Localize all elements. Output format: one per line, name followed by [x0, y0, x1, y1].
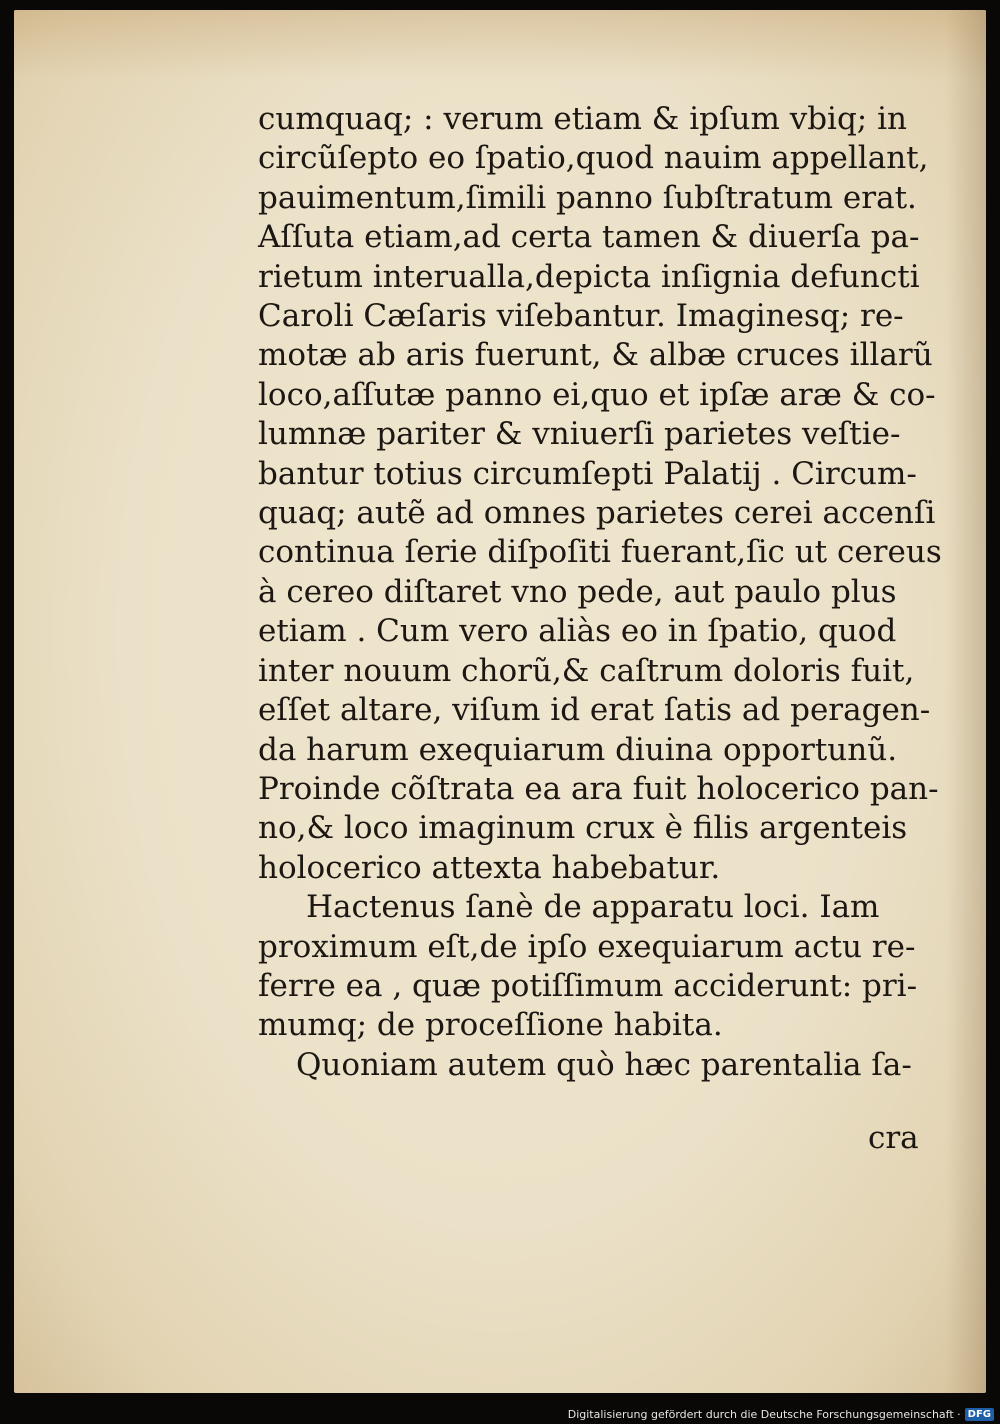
text-line: proximum eſt,de ipſo exequiarum actu re-: [258, 928, 916, 965]
text-line: pauimentum,ſimili panno ſubſtratum erat.: [258, 179, 917, 216]
text-line: rietum interualla,depicta inſignia defuncti: [258, 258, 920, 295]
text-line: Caroli Cæſaris viſebantur. Imaginesq; re-: [258, 298, 904, 335]
text-line: quaq; autẽ ad omnes parietes cerei accenſi: [258, 495, 936, 532]
text-line: lumnæ pariter & vniuerſi parietes veſtie-: [258, 416, 901, 453]
text-line: à cereo diſtaret vno pede, aut paulo plus: [258, 573, 897, 610]
text-line: no,& loco imaginum crux è filis argenteis: [258, 810, 908, 847]
text-line: bantur totius circumſepti Palatij . Circum-: [258, 455, 917, 492]
text-block: [258, 100, 942, 1085]
text-line: da harum exequiarum diuina opportunũ.: [258, 731, 898, 768]
text-line: circũſepto eo ſpatio,quod nauim appellant,: [258, 140, 929, 177]
paragraph-start-line: Quoniam autem quò hæc parentalia ſa-: [296, 1046, 912, 1083]
dfg-logo-icon: DFG: [965, 1408, 994, 1421]
text-line: eſſet altare, viſum id erat ſatis ad peragen-: [258, 692, 931, 729]
text-line: holocerico attexta habebatur.: [258, 849, 721, 886]
digitization-credit: [568, 1408, 994, 1421]
text-line: mumq; de proceſſione habita.: [258, 1007, 723, 1044]
text-line: loco,aſſutæ panno ei,quo et ipſæ aræ & co-: [258, 376, 936, 413]
text-line: etiam . Cum vero aliàs eo in ſpatio, quod: [258, 613, 897, 650]
text-line: Proinde cõſtrata ea ara fuit holocerico pan-: [258, 770, 939, 807]
credit-text: Digitalisierung gefördert durch die Deutsche Forschungsgemeinschaft ·: [567, 1408, 961, 1421]
paragraph-start-line: Hactenus ſanè de apparatu loci. Iam: [306, 889, 880, 926]
catchword: cra: [868, 1120, 919, 1156]
text-line: cumquaq; : verum etiam & ipſum vbiq; in: [258, 101, 907, 137]
text-line: Aſſuta etiam,ad certa tamen & diuerſa pa-: [258, 219, 920, 256]
text-line: continua ſerie diſpoſiti fuerant,ſic ut cereus: [258, 534, 942, 571]
text-line: motæ ab aris fuerunt, & albæ cruces illarũ: [258, 337, 933, 374]
text-line: ferre ea , quæ potiſſimum acciderunt: pri-: [258, 967, 918, 1004]
text-line: inter nouum chorũ,& caſtrum doloris fuit,: [258, 652, 915, 689]
